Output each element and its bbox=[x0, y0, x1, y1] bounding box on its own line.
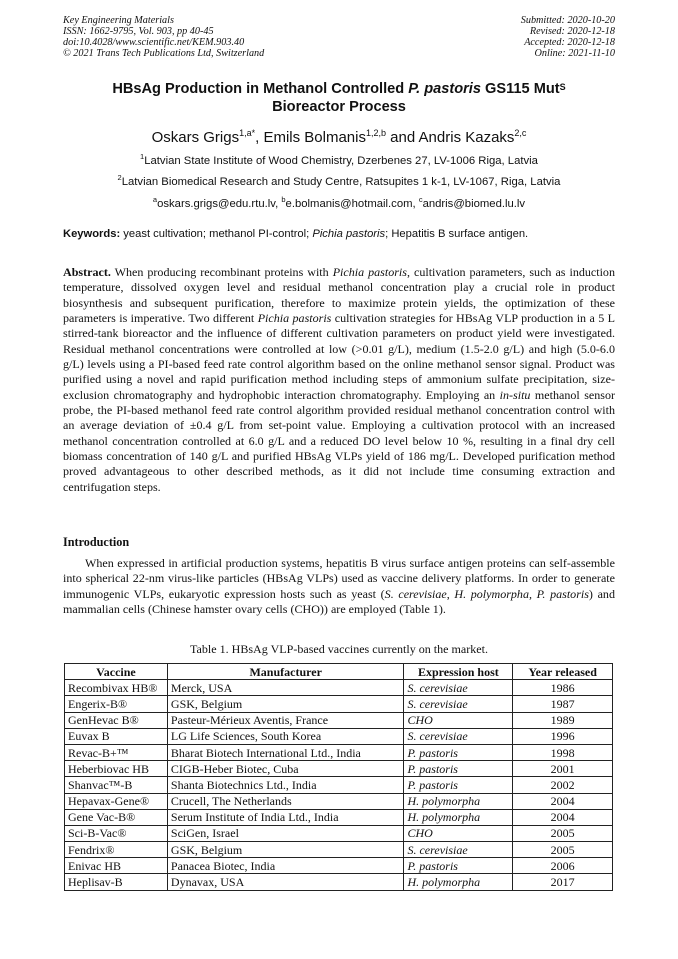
year-cell: 2004 bbox=[513, 793, 613, 809]
manufacturer-cell: LG Life Sciences, South Korea bbox=[167, 728, 404, 744]
manufacturer-cell: SciGen, Israel bbox=[167, 825, 404, 841]
table-caption: Table 1. HBsAg VLP-based vaccines currently on the market. bbox=[189, 642, 488, 656]
table-row bbox=[65, 696, 613, 712]
email-link[interactable]: oskars.grigs@edu.rtu.lv bbox=[157, 197, 276, 210]
manufacturer-cell: Shanta Biotechnics Ltd., India bbox=[167, 777, 404, 793]
abstract-italic: in-situ bbox=[499, 387, 531, 402]
vaccine-cell: Heplisav-B bbox=[65, 874, 168, 890]
intro-italic: H. polymorpha, P. pastoris bbox=[454, 586, 589, 601]
manufacturer-cell: Pasteur-Mérieux Aventis, France bbox=[167, 712, 404, 728]
table-row bbox=[65, 712, 613, 728]
journal-name: Key Engineering Materials bbox=[63, 15, 174, 26]
journal-info bbox=[63, 15, 264, 59]
vaccine-cell: Heberbiovac HB bbox=[65, 761, 168, 777]
host-cell: CHO bbox=[404, 712, 513, 728]
abstract-text: cultivation strategies for HBsAg VLP production in a 5 L stirred-tank bioreactor and the influence of different cultivation parameters on product yield were investigated. Residual methanol concentrations were controlled at low (>0.01 g/L), medium (1.5-2.0 g/L) and high (5.0-6.0 g/L) levels using a PI-based feed rate control algorithm based on the online methanol sensor signal. Product was purified using a novel and rapid purification method including steps of ammonium sulfate precipitation, size-exclusion chromatography and hydrophobic interaction chromatography. Employing an bbox=[63, 311, 615, 402]
vaccine-cell: Revac-B+™ bbox=[65, 744, 168, 760]
copyright-line: © 2021 Trans Tech Publications Ltd, Switzerland bbox=[63, 48, 265, 59]
introduction-paragraph bbox=[63, 556, 615, 617]
manufacturer-cell: GSK, Belgium bbox=[167, 842, 404, 858]
keywords bbox=[63, 227, 615, 241]
intro-text: , bbox=[446, 586, 455, 601]
year-cell: 2004 bbox=[513, 809, 613, 825]
revised-date: Revised: 2020-12-18 bbox=[529, 26, 615, 37]
online-date: Online: 2021-11-10 bbox=[534, 48, 615, 59]
table-row bbox=[65, 761, 613, 777]
column-header-year-released: Year released bbox=[513, 664, 613, 680]
abstract-text: methanol sensor probe, the PI-based methanol feed rate control algorithm provided residual methanol concentration control with an average deviation of ±0.4 g/L from set-point value. Employing a cultivation protocol with an increased methanol concentration controlled at 6.0 g/L and a reduced DO level below 10 %, resulting in a final dry cell biomass concentration of 140 g/L and purified HBsAg VLPs yield of 186 mg/L. Developed purification method proved advantageous to other described methods, as it did not include time consuming extraction and centrifugation steps. bbox=[63, 387, 615, 494]
abstract-label: Abstract. bbox=[63, 265, 111, 279]
manufacturer-cell: Merck, USA bbox=[167, 680, 404, 696]
author-name: Oskars Grigs bbox=[151, 129, 240, 146]
host-cell: S. cerevisiae bbox=[404, 696, 513, 712]
submitted-date: Submitted: 2020-10-20 bbox=[520, 15, 615, 26]
host-cell: S. cerevisiae bbox=[404, 842, 513, 858]
table-row bbox=[65, 809, 613, 825]
manufacturer-cell: Crucell, The Netherlands bbox=[167, 793, 404, 809]
affiliation-1 bbox=[60, 150, 618, 168]
manufacturer-cell: CIGB-Heber Biotec, Cuba bbox=[167, 761, 404, 777]
table-row bbox=[65, 793, 613, 809]
host-cell: H. polymorpha bbox=[404, 793, 513, 809]
host-cell: H. polymorpha bbox=[404, 809, 513, 825]
author-sup: 1,2,b bbox=[365, 128, 386, 138]
host-cell: P. pastoris bbox=[404, 761, 513, 777]
year-cell: 2017 bbox=[513, 874, 613, 890]
keywords-text: yeast cultivation; methanol PI-control; bbox=[120, 228, 313, 240]
table-row bbox=[65, 825, 613, 841]
year-cell: 2005 bbox=[513, 842, 613, 858]
author-sup: 1,a* bbox=[239, 128, 256, 138]
manufacturer-cell: Dynavax, USA bbox=[167, 874, 404, 890]
column-header-vaccine: Vaccine bbox=[65, 664, 168, 680]
email-list bbox=[60, 193, 618, 211]
table-row bbox=[65, 744, 613, 760]
year-cell: 1987 bbox=[513, 696, 613, 712]
intro-text: When expressed in artificial production systems, hepatitis B virus surface antigen proteins can self-assemble into spherical 22-nm virus-like particles (HBsAg VLPs) used as vaccine delivery platforms. In order to generate immunogenic VLPs, eukaryotic expression hosts such as yeast ( bbox=[63, 556, 615, 601]
email-sup: c bbox=[418, 195, 423, 204]
affiliation-text: Latvian State Institute of Wood Chemistry, Dzerbenes 27, LV-1006 Riga, Latvia bbox=[144, 154, 538, 167]
email-link[interactable]: e.bolmanis@hotmail.com bbox=[285, 197, 413, 210]
table-row bbox=[65, 842, 613, 858]
year-cell: 1989 bbox=[513, 712, 613, 728]
title-line-2: Bioreactor Process bbox=[272, 99, 406, 115]
table-row bbox=[65, 858, 613, 874]
vaccine-cell: Euvax B bbox=[65, 728, 168, 744]
issn-line: ISSN: 1662-9795, Vol. 903, pp 40-45 bbox=[63, 26, 214, 37]
host-cell: P. pastoris bbox=[404, 777, 513, 793]
keywords-italic: Pichia pastoris bbox=[312, 228, 386, 240]
year-cell: 1998 bbox=[513, 744, 613, 760]
vaccine-table bbox=[64, 663, 613, 891]
abstract-text: , cultivation parameters, such as induction temperature, dissolved oxygen level and residual methanol concentration play a crucial role in product biosynthesis and subsequent purification, therefore to maximize protein yields, the optimization of these parameters is imperative. Two different bbox=[63, 265, 615, 326]
table-row bbox=[65, 728, 613, 744]
host-cell: P. pastoris bbox=[404, 858, 513, 874]
author-sup: 2,c bbox=[514, 128, 527, 138]
table-row bbox=[65, 777, 613, 793]
host-cell: P. pastoris bbox=[404, 744, 513, 760]
vaccine-cell: Sci-B-Vac® bbox=[65, 825, 168, 841]
email-sup: b bbox=[281, 195, 286, 204]
vaccine-cell: Enivac HB bbox=[65, 858, 168, 874]
affiliation-sup: 2 bbox=[117, 173, 122, 182]
manufacturer-cell: GSK, Belgium bbox=[167, 696, 404, 712]
vaccine-cell: Shanvac™-B bbox=[65, 777, 168, 793]
email-link[interactable]: andris@biomed.lu.lv bbox=[422, 197, 526, 210]
author-name: Andris Kazaks bbox=[418, 129, 515, 146]
title-superscript: S bbox=[559, 82, 566, 92]
vaccine-cell: Gene Vac-B® bbox=[65, 809, 168, 825]
vaccine-cell: Recombivax HB® bbox=[65, 680, 168, 696]
author-list bbox=[60, 124, 618, 147]
author-separator: , bbox=[255, 129, 264, 146]
abstract-text: When producing recombinant proteins with bbox=[110, 265, 333, 279]
author-separator: and bbox=[386, 129, 419, 146]
doi-line: doi:10.4028/www.scientific.net/KEM.903.40 bbox=[63, 37, 245, 48]
email-sup: a bbox=[152, 195, 158, 204]
column-header-expression-host: Expression host bbox=[404, 664, 513, 680]
table-row bbox=[65, 874, 613, 890]
abstract-italic: Pichia pastoris bbox=[332, 265, 407, 279]
vaccine-cell: Fendrix® bbox=[65, 842, 168, 858]
vaccine-cell: GenHevac B® bbox=[65, 712, 168, 728]
title-species: P. pastoris bbox=[408, 81, 481, 97]
vaccine-cell: Engerix-B® bbox=[65, 696, 168, 712]
host-cell: S. cerevisiae bbox=[404, 728, 513, 744]
email-separator: , bbox=[275, 197, 282, 210]
manufacturer-cell: Serum Institute of India Ltd., India bbox=[167, 809, 404, 825]
abstract-italic: Pichia pastoris bbox=[257, 311, 332, 326]
keywords-text-2: ; Hepatitis B surface antigen. bbox=[385, 228, 529, 240]
abstract bbox=[63, 265, 615, 495]
email-separator: , bbox=[412, 197, 419, 210]
accepted-date: Accepted: 2020-12-18 bbox=[524, 37, 615, 48]
host-cell: S. cerevisiae bbox=[404, 680, 513, 696]
year-cell: 2006 bbox=[513, 858, 613, 874]
year-cell: 2002 bbox=[513, 777, 613, 793]
publication-dates bbox=[521, 15, 615, 59]
host-cell: CHO bbox=[404, 825, 513, 841]
author-name: Emils Bolmanis bbox=[263, 129, 366, 146]
year-cell: 1996 bbox=[513, 728, 613, 744]
year-cell: 2001 bbox=[513, 761, 613, 777]
paper-title bbox=[60, 80, 618, 116]
intro-text: ) and mammalian cells (Chinese hamster ovary cells (CHO)) are employed (Table 1). bbox=[63, 586, 615, 617]
manufacturer-cell: Bharat Biotech International Ltd., India bbox=[167, 744, 404, 760]
intro-italic: S. cerevisiae bbox=[384, 586, 447, 601]
column-header-manufacturer: Manufacturer bbox=[167, 664, 404, 680]
table-row bbox=[65, 680, 613, 696]
affiliation-text: Latvian Biomedical Research and Study Centre, Ratsupites 1 k-1, LV-1067, Riga, Latvia bbox=[121, 175, 561, 188]
title-text: HBsAg Production in Methanol Controlled bbox=[112, 81, 409, 97]
table-header-row bbox=[65, 664, 613, 680]
affiliation-2 bbox=[60, 171, 618, 189]
section-heading-introduction: Introduction bbox=[63, 535, 130, 549]
year-cell: 1986 bbox=[513, 680, 613, 696]
title-text-2: GS115 Mut bbox=[480, 81, 560, 97]
vaccine-cell: Hepavax-Gene® bbox=[65, 793, 168, 809]
manufacturer-cell: Panacea Biotec, India bbox=[167, 858, 404, 874]
affiliation-sup: 1 bbox=[140, 152, 145, 161]
keywords-label: Keywords: bbox=[63, 228, 121, 240]
year-cell: 2005 bbox=[513, 825, 613, 841]
host-cell: H. polymorpha bbox=[404, 874, 513, 890]
